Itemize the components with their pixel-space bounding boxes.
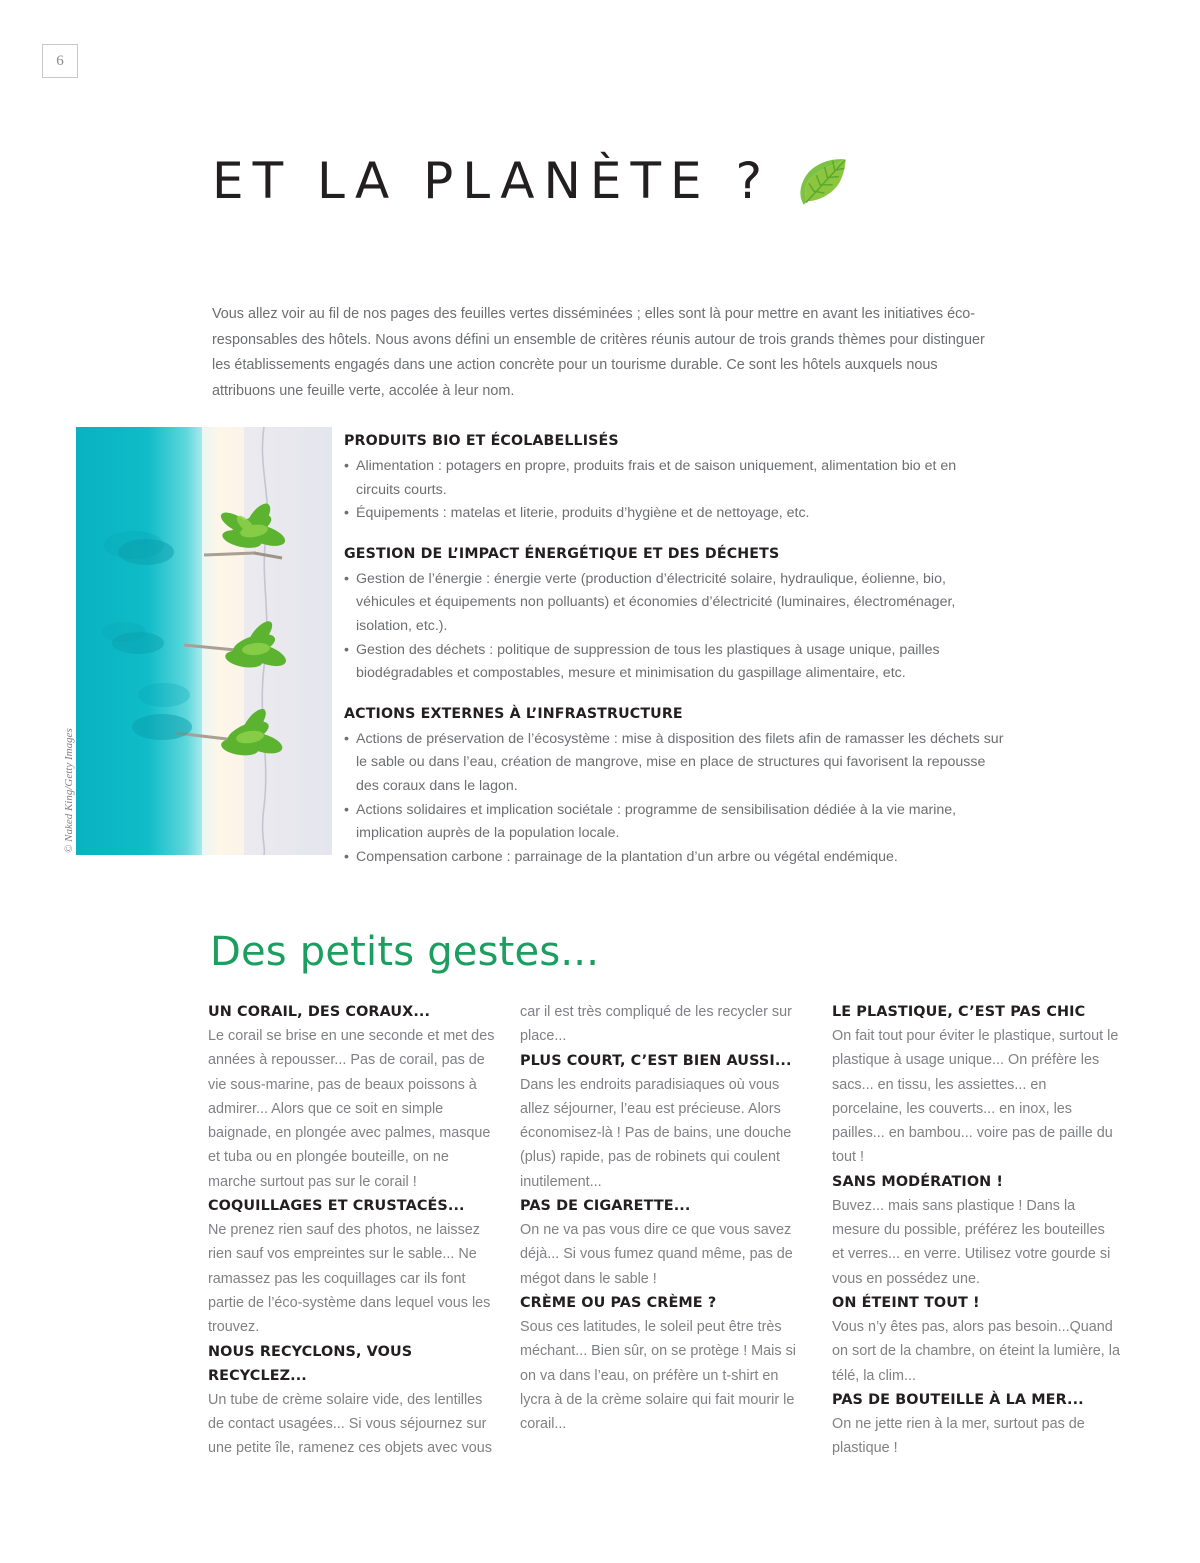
tip-heading: PLUS COURT, C’EST BIEN AUSSI... (520, 1052, 792, 1069)
criteria-item: • Actions de préservation de l’écosystème : mise à disposition des filets afin de ramasser les déchets sur le sable ou dans l’eau, création de mangrove, mise en place de structures qui favorisent la repousse des coraux dans le lagon. (344, 728, 1004, 799)
page-title (212, 152, 851, 210)
tip-heading: NOUS RECYCLONS, VOUS RECYCLEZ... (208, 1343, 413, 1384)
tip-body: Le corail se brise en une seconde et met des années à repousser... Pas de corail, pas de vie sous-marine, pas de beaux poissons à admirer... Alors que ce soit en simple baignade, en plongée avec palmes, masque et tuba ou en plongée bouteille, on ne marche surtout pas sur le corail ! (208, 1028, 495, 1190)
criteria-item: • Équipements : matelas et literie, produits d’hygiène et de nettoyage, etc. (344, 502, 1004, 526)
tip-heading: UN CORAIL, DES CORAUX... (208, 1004, 431, 1020)
tip-heading: LE PLASTIQUE, C’EST PAS CHIC (832, 1004, 1086, 1020)
tip-body: Vous n’y êtes pas, alors pas besoin...Quand on sort de la chambre, on éteint la lumière, la télé, la clim... (832, 1318, 1120, 1384)
criteria-heading: PRODUITS BIO ET ÉCOLABELLISÉS (344, 433, 619, 449)
beach-photo-image (76, 427, 332, 855)
tip-heading: CRÈME OU PAS CRÈME ? (520, 1294, 717, 1311)
tip-body: On ne jette rien à la mer, surtout pas de plastique ! (832, 1415, 1085, 1457)
criteria-heading: GESTION DE L’IMPACT ÉNERGÉTIQUE ET DES DÉCHETS (344, 545, 780, 562)
tip-heading: SANS MODÉRATION ! (832, 1173, 1004, 1190)
criteria-block (344, 706, 1004, 870)
tip-heading: PAS DE CIGARETTE... (520, 1198, 691, 1215)
tip-body: Ne prenez rien sauf des photos, ne laissez rien sauf vos empreintes sur le sable... Ne ramassez pas les coquillages car ils font partie de l’éco-système dans lequel vous les trouvez. (208, 1222, 491, 1336)
photo-credit-text: © Naked King/Getty Images (63, 728, 75, 853)
criteria-items (344, 568, 1004, 686)
criteria-items (344, 455, 1004, 526)
criteria-item: • Gestion des déchets : politique de suppression de tous les plastiques à usage unique, pailles biodégradables et compostables, mesure et minimisation du gaspillage alimentaire, etc. (344, 639, 1004, 686)
criteria-block (344, 433, 1004, 526)
tip-body: On fait tout pour éviter le plastique, surtout le plastique à usage unique... On préfère les sacs... en tissu, les assiettes... en porcelaine, les couverts... en inox, les pailles... en bambou... voire pas de paille du tout ! (832, 1028, 1119, 1166)
leaf-icon (793, 154, 851, 212)
tips-column-1 (208, 1000, 496, 1460)
tip-heading: ON ÉTEINT TOUT ! (832, 1294, 980, 1311)
criteria-item: • Gestion de l’énergie : énergie verte (production d’électricité solaire, hydraulique, éolienne, bio, véhicules et équipements non polluants) et économies d’électricité (luminaires, électroménager, isolation, etc.). (344, 568, 1004, 639)
tips-column-3 (832, 1000, 1120, 1460)
criteria-items (344, 728, 1004, 870)
tip-body: Dans les endroits paradisiaques où vous allez séjourner, l’eau est précieuse. Alors économisez-là ! Pas de bains, une douche (plus) rapide, pas de robinets qui coulent inutilement... (520, 1076, 792, 1190)
criteria-block (344, 546, 1004, 686)
tips-columns (208, 1000, 1140, 1460)
page-number-value: 6 (56, 52, 64, 69)
page-number (42, 44, 78, 78)
criteria-item: • Alimentation : potagers en propre, produits frais et de saison uniquement, alimentation bio et en circuits courts. (344, 455, 1004, 502)
tip-body: On ne va pas vous dire ce que vous savez déjà... Si vous fumez quand même, pas de mégot dans le sable ! (520, 1222, 793, 1287)
intro-paragraph: Vous allez voir au fil de nos pages des feuilles vertes disséminées ; elles sont là pour mettre en avant les initiatives éco-responsables des hôtels. Nous avons défini un ensemble de critères réunis autour de trois grands thèmes pour distinguer les établissements engagés dans une action concrète pour un tourisme durable. Ce sont les hôtels auxquels nous attribuons une feuille verte, accolée à leur nom. (212, 306, 985, 399)
tip-body: Sous ces latitudes, le soleil peut être très méchant... Bien sûr, on se protège ! Mais si on va dans l’eau, on préfère un t-shirt en lycra à de la crème solaire qui fait mourir le corail... (520, 1318, 796, 1433)
criteria-item: • Actions solidaires et implication sociétale : programme de sensibilisation dédiée à la vie marine, implication auprès de la population locale. (344, 799, 1004, 846)
tips-section-heading: Des petits gestes... (210, 929, 600, 975)
criteria-list (344, 433, 1004, 869)
tip-heading: PAS DE BOUTEILLE À LA MER... (832, 1391, 1084, 1408)
tip-body: Un tube de crème solaire vide, des lentilles de contact usagées... Si vous séjournez sur une petite île, ramenez ces objets avec vous (208, 1391, 492, 1457)
tip-body-continued: car il est très compliqué de les recycler sur place... (520, 1004, 792, 1045)
tip-body: Buvez... mais sans plastique ! Dans la mesure du possible, préférez les bouteilles et verres... en verre. Utilisez votre gourde si vous en possédez une. (832, 1197, 1111, 1287)
criteria-heading: ACTIONS EXTERNES À L’INFRASTRUCTURE (344, 705, 683, 722)
tips-column-2 (520, 1000, 808, 1460)
beach-photo (76, 427, 332, 855)
criteria-item: • Compensation carbone : parrainage de la plantation d’un arbre ou végétal endémique. (344, 846, 1004, 870)
page-title-text: ET LA PLANÈTE ? (212, 152, 772, 210)
tip-heading: COQUILLAGES ET CRUSTACÉS... (208, 1198, 465, 1215)
